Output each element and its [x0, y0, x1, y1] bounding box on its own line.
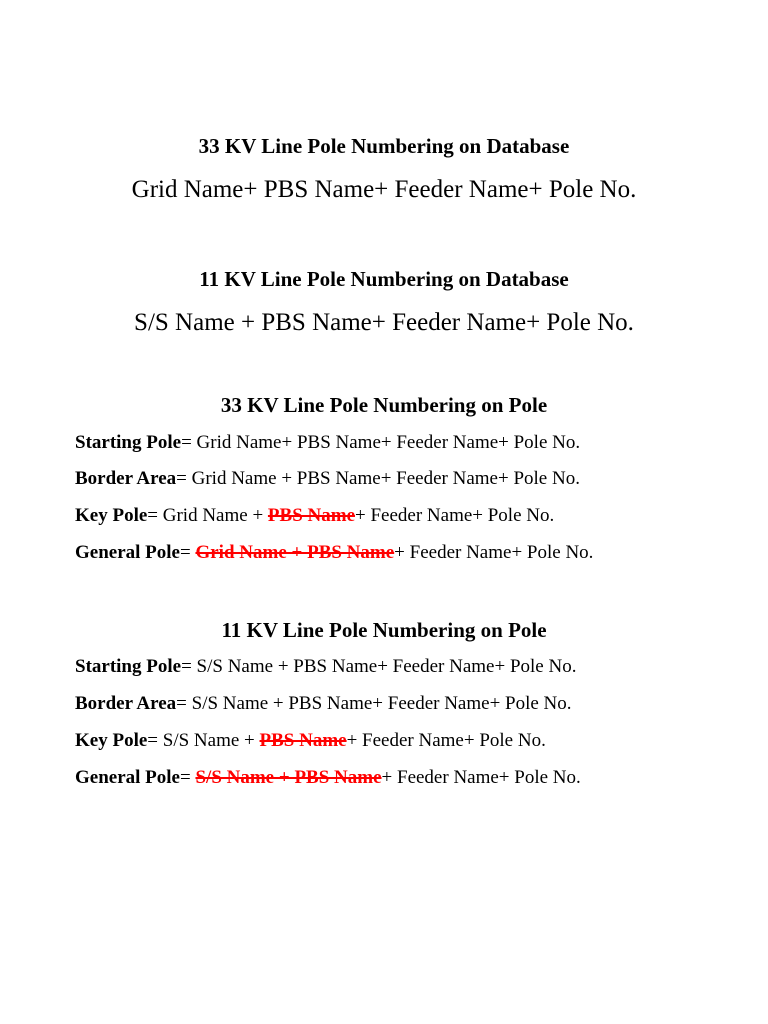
label-starting-pole: Starting Pole [75, 432, 182, 453]
formula-11kv-database: S/S Name + PBS Name+ Feeder Name+ Pole No. [134, 309, 634, 336]
row-11kv-key-pole [75, 729, 546, 753]
label-general-pole: General Pole [75, 767, 180, 788]
formula-suffix: + Feeder Name+ Pole No. [394, 542, 594, 563]
formula-suffix: + Feeder Name+ Pole No. [355, 505, 555, 526]
heading-33kv-database: 33 KV Line Pole Numbering on Database [198, 134, 570, 158]
struck-through-part: Grid Name + PBS Name [195, 542, 395, 563]
row-33kv-key-pole [75, 504, 554, 528]
label-key-pole: Key Pole [75, 505, 148, 526]
heading-11kv-pole: 11 KV Line Pole Numbering on Pole [221, 618, 547, 642]
equals-sign: = [176, 693, 187, 714]
equals-sign: = [176, 468, 187, 489]
row-33kv-general-pole [75, 541, 593, 565]
label-border-area: Border Area [75, 468, 177, 489]
row-33kv-starting-pole [75, 431, 580, 455]
equals-sign: = [181, 432, 192, 453]
struck-through-part: PBS Name [267, 505, 355, 526]
equals-sign: = [180, 767, 191, 788]
formula-suffix: + Feeder Name+ Pole No. [346, 730, 546, 751]
row-11kv-general-pole [75, 766, 581, 790]
equals-sign: = [147, 730, 158, 751]
label-key-pole: Key Pole [75, 730, 148, 751]
heading-33kv-pole: 33 KV Line Pole Numbering on Pole [220, 393, 548, 417]
formula-prefix: Grid Name + [158, 505, 268, 526]
row-11kv-starting-pole [75, 655, 576, 679]
struck-through-part: S/S Name + PBS Name [195, 767, 382, 788]
formula-text: S/S Name + PBS Name+ Feeder Name+ Pole No. [191, 656, 577, 677]
formula-text: Grid Name + PBS Name+ Feeder Name+ Pole No. [186, 468, 580, 489]
formula-text: S/S Name + PBS Name+ Feeder Name+ Pole No. [186, 693, 572, 714]
equals-sign: = [181, 656, 192, 677]
heading-11kv-database: 11 KV Line Pole Numbering on Database [199, 267, 569, 291]
formula-prefix: S/S Name + [158, 730, 260, 751]
label-general-pole: General Pole [75, 542, 180, 563]
equals-sign: = [147, 505, 158, 526]
formula-text: Grid Name+ PBS Name+ Feeder Name+ Pole No. [191, 432, 581, 453]
equals-sign: = [180, 542, 191, 563]
row-11kv-border-area [75, 692, 572, 716]
label-border-area: Border Area [75, 693, 177, 714]
struck-through-part: PBS Name [259, 730, 347, 751]
formula-suffix: + Feeder Name+ Pole No. [381, 767, 581, 788]
row-33kv-border-area [75, 467, 580, 491]
formula-33kv-database: Grid Name+ PBS Name+ Feeder Name+ Pole No. [131, 176, 637, 203]
label-starting-pole: Starting Pole [75, 656, 182, 677]
